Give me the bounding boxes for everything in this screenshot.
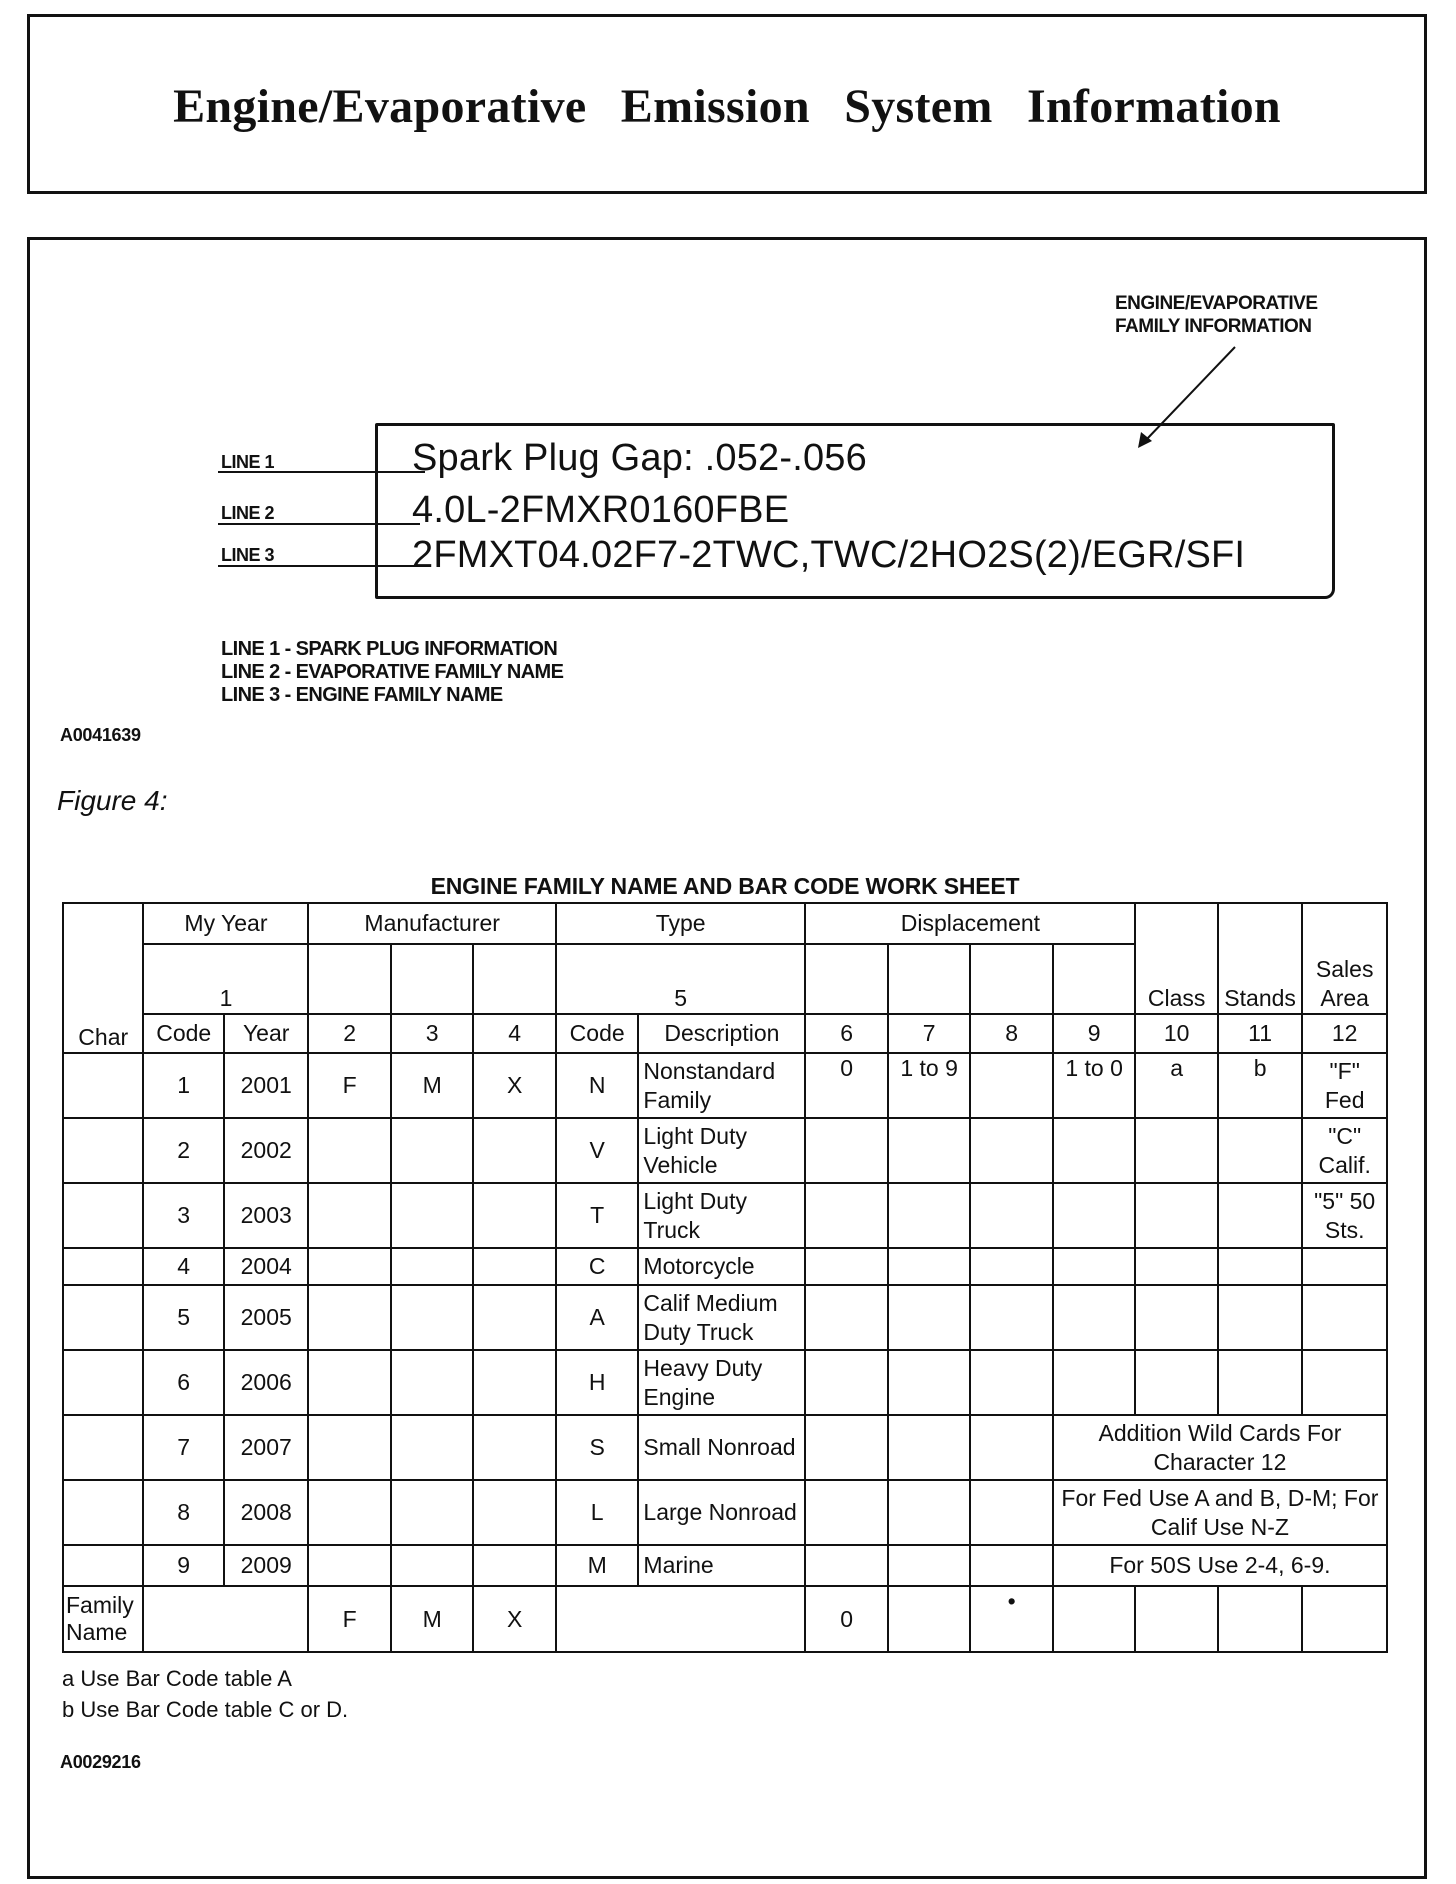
col-8-header: 8 xyxy=(970,1014,1052,1053)
label-line-3-text: 2FMXT04.02F7-2TWC,TWC/2HO2S(2)/EGR/SFI xyxy=(412,534,1246,576)
type-description-cell: Heavy Duty Engine xyxy=(638,1350,805,1415)
class-header: Class xyxy=(1135,903,1217,1014)
description-header: Description xyxy=(638,1014,805,1053)
column-header-row xyxy=(63,1014,1387,1053)
family-name-cell: X xyxy=(473,1586,556,1652)
year-cell: 2004 xyxy=(224,1248,309,1285)
family-name-label: Family Name xyxy=(63,1586,143,1652)
manufacturer-cell: F xyxy=(308,1053,390,1118)
year-code-cell: 4 xyxy=(143,1248,223,1285)
label-legend: LINE 1 - SPARK PLUG INFORMATION LINE 2 - EVAPORATIVE FAMILY NAME LINE 3 - ENGINE FAMILY NAME xyxy=(221,638,564,706)
type-code-cell: C xyxy=(556,1248,638,1285)
char-header: Char xyxy=(63,903,143,1053)
year-cell: 2009 xyxy=(224,1545,309,1586)
group-header-row xyxy=(63,903,1387,944)
my-year-header: My Year xyxy=(143,903,308,944)
year-code-cell: 8 xyxy=(143,1480,223,1545)
sales-area-header: Sales Area xyxy=(1302,903,1387,1014)
type-code-cell: A xyxy=(556,1285,638,1350)
worksheet-title: ENGINE FAMILY NAME AND BAR CODE WORK SHEET xyxy=(430,873,1020,899)
type-code-cell: V xyxy=(556,1118,638,1183)
wild-card-note: For Fed Use A and B, D-M; For Calif Use N-Z xyxy=(1053,1480,1387,1545)
table-row xyxy=(63,1415,1387,1480)
type-code-header: Code xyxy=(556,1014,638,1053)
type-description-cell: Small Nonroad xyxy=(638,1415,805,1480)
col-12-header: 12 xyxy=(1302,1014,1387,1053)
col-6-header: 6 xyxy=(805,1014,887,1053)
stands-header: Stands xyxy=(1218,903,1303,1014)
type-code-cell: S xyxy=(556,1415,638,1480)
type-code-cell: M xyxy=(556,1545,638,1586)
year-cell: 2001 xyxy=(224,1053,309,1118)
displacement-cell: 0 xyxy=(805,1053,887,1118)
col-10-header: 10 xyxy=(1135,1014,1217,1053)
footnote-b: b Use Bar Code table C or D. xyxy=(62,1697,349,1722)
manufacturer-cell: X xyxy=(473,1053,556,1118)
table-row xyxy=(63,1480,1387,1545)
year-header: Year xyxy=(224,1014,309,1053)
col-4-header: 4 xyxy=(473,1014,556,1053)
label-line-1-text: Spark Plug Gap: .052-.056 xyxy=(412,437,867,479)
figure-image-id: A0041639 xyxy=(60,725,141,745)
col-3-header: 3 xyxy=(391,1014,473,1053)
line-3-tag: LINE 3 xyxy=(221,545,275,565)
sales-area-cell: "5" 50 Sts. xyxy=(1302,1183,1387,1248)
type-description-cell: Light Duty Truck xyxy=(638,1183,805,1248)
year-cell: 2008 xyxy=(224,1480,309,1545)
figure-caption: Figure 4: xyxy=(57,785,168,816)
sales-area-cell: "C" Calif. xyxy=(1302,1118,1387,1183)
class-cell: a xyxy=(1135,1053,1217,1118)
line-2-tag: LINE 2 xyxy=(221,503,275,523)
displacement-cell: 1 to 9 xyxy=(888,1053,970,1118)
type-code-cell: H xyxy=(556,1350,638,1415)
family-name-row xyxy=(63,1586,1387,1652)
col-11-header: 11 xyxy=(1218,1014,1303,1053)
displacement-header: Displacement xyxy=(805,903,1135,944)
worksheet-table xyxy=(62,902,1388,1653)
year-code-cell: 3 xyxy=(143,1183,223,1248)
type-code-cell: N xyxy=(556,1053,638,1118)
worksheet-image-id: A0029216 xyxy=(60,1752,141,1772)
callout-label: ENGINE/EVAPORATIVE FAMILY INFORMATION xyxy=(1115,293,1318,337)
line-1-tag: LINE 1 xyxy=(221,452,275,472)
manufacturer-cell: M xyxy=(391,1053,473,1118)
table-row xyxy=(63,1053,1387,1118)
type-description-cell: Marine xyxy=(638,1545,805,1586)
family-name-cell: F xyxy=(308,1586,390,1652)
type-description-cell: Motorcycle xyxy=(638,1248,805,1285)
title-box xyxy=(27,14,1427,194)
year-cell: 2003 xyxy=(224,1183,309,1248)
wild-card-note: For 50S Use 2-4, 6-9. xyxy=(1053,1545,1387,1586)
type-code-cell: L xyxy=(556,1480,638,1545)
table-row xyxy=(63,1350,1387,1415)
stands-cell: b xyxy=(1218,1053,1303,1118)
sales-area-cell: "F" Fed xyxy=(1302,1053,1387,1118)
year-code-cell: 5 xyxy=(143,1285,223,1350)
type-description-cell: Nonstandard Family xyxy=(638,1053,805,1118)
type-code-cell: T xyxy=(556,1183,638,1248)
type-description-cell: Light Duty Vehicle xyxy=(638,1118,805,1183)
year-cell: 2007 xyxy=(224,1415,309,1480)
year-cell: 2006 xyxy=(224,1350,309,1415)
year-code-cell: 1 xyxy=(143,1053,223,1118)
code-header: Code xyxy=(143,1014,223,1053)
worksheet-footnotes xyxy=(62,1663,348,1725)
year-code-cell: 7 xyxy=(143,1415,223,1480)
year-code-cell: 9 xyxy=(143,1545,223,1586)
manufacturer-header: Manufacturer xyxy=(308,903,555,944)
col-2-header: 2 xyxy=(308,1014,390,1053)
table-row xyxy=(63,1248,1387,1285)
label-line-2-text: 4.0L-2FMXR0160FBE xyxy=(412,489,790,531)
family-name-cell: M xyxy=(391,1586,473,1652)
type-description-cell: Calif Medium Duty Truck xyxy=(638,1285,805,1350)
table-row xyxy=(63,1118,1387,1183)
family-name-cell: • xyxy=(970,1586,1052,1652)
table-row xyxy=(63,1285,1387,1350)
year-cell: 2002 xyxy=(224,1118,309,1183)
year-code-cell: 6 xyxy=(143,1350,223,1415)
col-9-header: 9 xyxy=(1053,1014,1136,1053)
col-7-header: 7 xyxy=(888,1014,970,1053)
displacement-cell: 1 to 0 xyxy=(1053,1053,1136,1118)
table-row xyxy=(63,1545,1387,1586)
type-header: Type xyxy=(556,903,805,944)
position-5-header: 5 xyxy=(556,944,805,1014)
footnote-a: a Use Bar Code table A xyxy=(62,1666,292,1691)
year-cell: 2005 xyxy=(224,1285,309,1350)
year-code-cell: 2 xyxy=(143,1118,223,1183)
position-1-header: 1 xyxy=(143,944,308,1014)
wild-card-note: Addition Wild Cards For Character 12 xyxy=(1053,1415,1387,1480)
table-row xyxy=(63,1183,1387,1248)
page-title: Engine/Evaporative Emission System Information xyxy=(173,80,1281,133)
family-name-cell: 0 xyxy=(805,1586,887,1652)
type-description-cell: Large Nonroad xyxy=(638,1480,805,1545)
